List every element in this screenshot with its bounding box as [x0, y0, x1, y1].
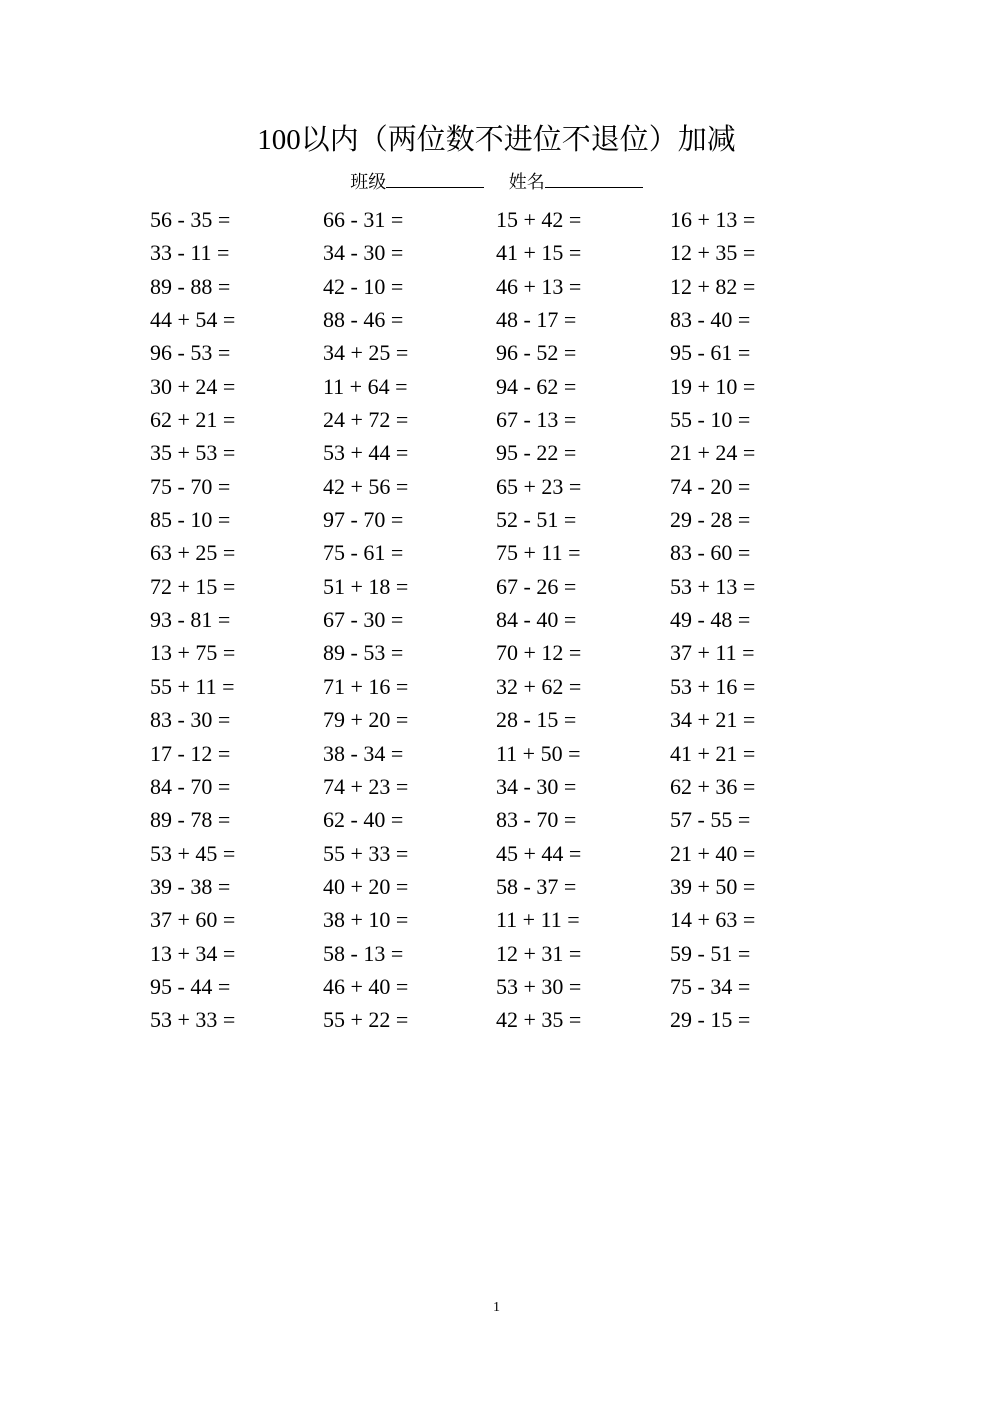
arithmetic-problem: 16 + 13 = [670, 207, 756, 232]
worksheet-title: 100以内（两位数不进位不退位）加减 [257, 124, 736, 156]
arithmetic-problem: 88 - 46 = [323, 307, 404, 333]
arithmetic-problem: 42 - 10 = [323, 273, 404, 299]
arithmetic-problem: 59 - 51 = [670, 940, 751, 966]
arithmetic-problem: 94 - 62 = [496, 373, 577, 399]
class-label: 班级 [350, 172, 387, 192]
arithmetic-problem: 58 - 37 = [496, 873, 577, 899]
arithmetic-problem: 95 - 44 = [150, 973, 231, 999]
arithmetic-problem: 11 + 64 = [323, 373, 408, 399]
arithmetic-problem: 12 + 31 = [496, 940, 582, 966]
arithmetic-problem: 13 + 34 = [150, 940, 236, 966]
arithmetic-problem: 39 - 38 = [150, 873, 231, 899]
arithmetic-problem: 96 - 52 = [496, 340, 577, 366]
arithmetic-problem: 67 - 30 = [323, 607, 404, 633]
arithmetic-problem: 51 + 18 = [323, 573, 409, 599]
arithmetic-problem: 42 + 56 = [323, 473, 409, 499]
problem-row [150, 306, 850, 339]
arithmetic-problem: 85 - 10 = [150, 507, 231, 533]
arithmetic-problem: 58 - 13 = [323, 940, 404, 966]
arithmetic-problem: 89 - 88 = [150, 273, 231, 299]
arithmetic-problem: 79 + 20 = [323, 707, 409, 733]
arithmetic-problem: 84 - 40 = [496, 607, 577, 633]
arithmetic-problem: 72 + 15 = [150, 573, 236, 599]
problem-row [150, 439, 850, 472]
arithmetic-problem: 32 + 62 = [496, 673, 582, 699]
arithmetic-problem: 83 - 70 = [496, 807, 577, 833]
problem-row [150, 473, 850, 506]
arithmetic-problem: 53 + 30 = [496, 973, 582, 999]
arithmetic-problem: 45 + 44 = [496, 840, 582, 866]
arithmetic-problem: 30 + 24 = [150, 373, 236, 399]
arithmetic-problem: 38 + 10 = [323, 907, 409, 933]
problem-row [150, 906, 850, 939]
arithmetic-problem: 53 + 45 = [150, 840, 236, 866]
arithmetic-problem: 95 - 22 = [496, 440, 577, 466]
arithmetic-problem: 97 - 70 = [323, 507, 404, 533]
arithmetic-problem: 53 + 44 = [323, 440, 409, 466]
arithmetic-problem: 19 + 10 = [670, 373, 756, 399]
arithmetic-problem: 57 - 55 = [670, 807, 751, 833]
arithmetic-problem: 12 + 35 = [670, 240, 756, 266]
arithmetic-problem: 71 + 16 = [323, 673, 409, 699]
arithmetic-problem: 56 - 35 = [150, 207, 231, 232]
arithmetic-problem: 42 + 35 = [496, 1007, 582, 1033]
arithmetic-problem: 67 - 13 = [496, 407, 577, 433]
problem-row [150, 239, 850, 272]
arithmetic-problem: 38 - 34 = [323, 740, 404, 766]
problem-row [150, 573, 850, 606]
problem-grid [150, 206, 850, 1040]
arithmetic-problem: 17 - 12 = [150, 740, 231, 766]
arithmetic-problem: 34 - 30 = [323, 240, 404, 266]
name-blank[interactable] [545, 169, 643, 188]
arithmetic-problem: 52 - 51 = [496, 507, 577, 533]
arithmetic-problem: 75 - 70 = [150, 473, 231, 499]
arithmetic-problem: 46 + 13 = [496, 273, 582, 299]
arithmetic-problem: 67 - 26 = [496, 573, 577, 599]
problem-row [150, 206, 850, 239]
arithmetic-problem: 62 - 40 = [323, 807, 404, 833]
arithmetic-problem: 84 - 70 = [150, 773, 231, 799]
arithmetic-problem: 75 - 34 = [670, 973, 751, 999]
arithmetic-problem: 39 + 50 = [670, 873, 756, 899]
problem-row [150, 539, 850, 572]
problem-row [150, 273, 850, 306]
arithmetic-problem: 11 + 11 = [496, 907, 580, 933]
arithmetic-problem: 62 + 21 = [150, 407, 236, 433]
arithmetic-problem: 65 + 23 = [496, 473, 582, 499]
problem-row [150, 940, 850, 973]
arithmetic-problem: 55 + 22 = [323, 1007, 409, 1033]
problem-row [150, 673, 850, 706]
arithmetic-problem: 95 - 61 = [670, 340, 751, 366]
page-number: 1 [493, 1300, 500, 1315]
arithmetic-problem: 74 - 20 = [670, 473, 751, 499]
arithmetic-problem: 28 - 15 = [496, 707, 577, 733]
arithmetic-problem: 29 - 15 = [670, 1007, 751, 1033]
arithmetic-problem: 34 - 30 = [496, 773, 577, 799]
problem-row [150, 606, 850, 639]
arithmetic-problem: 53 + 16 = [670, 673, 756, 699]
problem-row [150, 506, 850, 539]
class-field[interactable] [350, 168, 484, 196]
problem-row [150, 706, 850, 739]
problem-row [150, 406, 850, 439]
arithmetic-problem: 75 - 61 = [323, 540, 404, 566]
arithmetic-problem: 83 - 40 = [670, 307, 751, 333]
arithmetic-problem: 66 - 31 = [323, 207, 404, 232]
problem-row [150, 373, 850, 406]
problem-row [150, 973, 850, 1006]
arithmetic-problem: 34 + 25 = [323, 340, 409, 366]
arithmetic-problem: 55 + 33 = [323, 840, 409, 866]
arithmetic-problem: 21 + 40 = [670, 840, 756, 866]
arithmetic-problem: 41 + 21 = [670, 740, 756, 766]
student-info [0, 168, 993, 196]
problem-row [150, 806, 850, 839]
arithmetic-problem: 89 - 78 = [150, 807, 231, 833]
arithmetic-problem: 48 - 17 = [496, 307, 577, 333]
arithmetic-problem: 49 - 48 = [670, 607, 751, 633]
arithmetic-problem: 55 + 11 = [150, 673, 235, 699]
problem-row [150, 740, 850, 773]
arithmetic-problem: 63 + 25 = [150, 540, 236, 566]
arithmetic-problem: 70 + 12 = [496, 640, 582, 666]
arithmetic-problem: 29 - 28 = [670, 507, 751, 533]
name-field[interactable] [509, 168, 643, 196]
arithmetic-problem: 12 + 82 = [670, 273, 756, 299]
arithmetic-problem: 41 + 15 = [496, 240, 582, 266]
arithmetic-problem: 13 + 75 = [150, 640, 236, 666]
arithmetic-problem: 93 - 81 = [150, 607, 231, 633]
arithmetic-problem: 83 - 60 = [670, 540, 751, 566]
problem-row [150, 639, 850, 672]
arithmetic-problem: 96 - 53 = [150, 340, 231, 366]
problem-row [150, 773, 850, 806]
arithmetic-problem: 15 + 42 = [496, 207, 582, 232]
arithmetic-problem: 53 + 33 = [150, 1007, 236, 1033]
arithmetic-problem: 21 + 24 = [670, 440, 756, 466]
arithmetic-problem: 34 + 21 = [670, 707, 756, 733]
arithmetic-problem: 44 + 54 = [150, 307, 236, 333]
arithmetic-problem: 37 + 60 = [150, 907, 236, 933]
arithmetic-problem: 62 + 36 = [670, 773, 756, 799]
problem-row [150, 840, 850, 873]
arithmetic-problem: 53 + 13 = [670, 573, 756, 599]
arithmetic-problem: 24 + 72 = [323, 407, 409, 433]
arithmetic-problem: 55 - 10 = [670, 407, 751, 433]
arithmetic-problem: 35 + 53 = [150, 440, 236, 466]
arithmetic-problem: 46 + 40 = [323, 973, 409, 999]
arithmetic-problem: 11 + 50 = [496, 740, 581, 766]
arithmetic-problem: 33 - 11 = [150, 240, 230, 266]
arithmetic-problem: 37 + 11 = [670, 640, 755, 666]
problem-row [150, 339, 850, 372]
problem-row [150, 873, 850, 906]
name-label: 姓名 [508, 172, 545, 192]
arithmetic-problem: 74 + 23 = [323, 773, 409, 799]
arithmetic-problem: 83 - 30 = [150, 707, 231, 733]
arithmetic-problem: 75 + 11 = [496, 540, 581, 566]
class-blank[interactable] [386, 169, 484, 188]
problem-row [150, 1006, 850, 1039]
arithmetic-problem: 40 + 20 = [323, 873, 409, 899]
arithmetic-problem: 89 - 53 = [323, 640, 404, 666]
arithmetic-problem: 14 + 63 = [670, 907, 756, 933]
